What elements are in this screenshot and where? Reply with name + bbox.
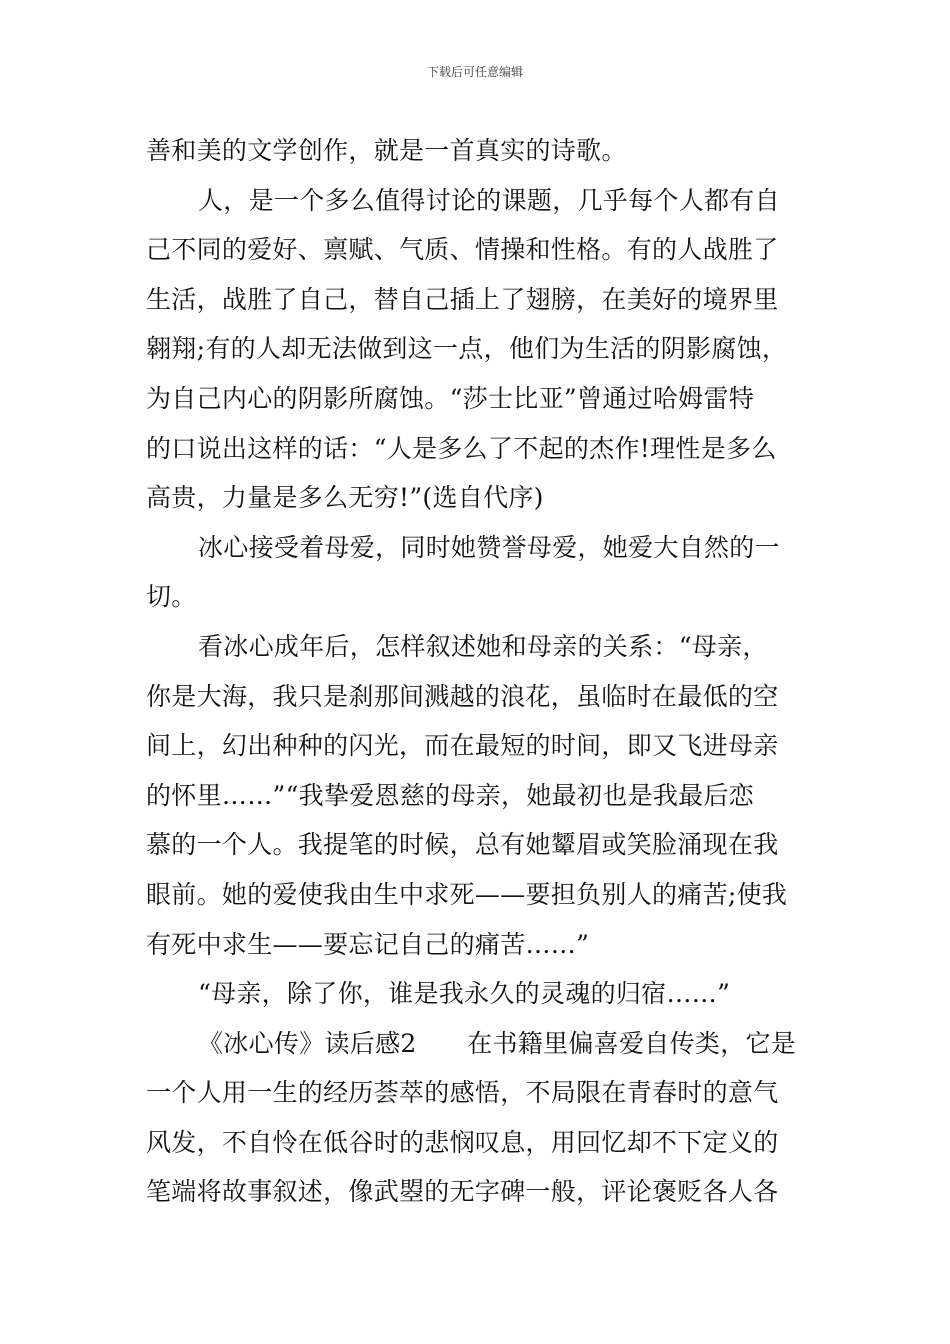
text-line: 看冰心成年后，怎样叙述她和母亲的关系：“母亲， [198,631,768,661]
text-line: 慕的一个人。我提笔的时候，总有她颦眉或笑脸涌现在我 [146,830,779,860]
text-line: 善和美的文学创作，就是一首真实的诗歌。 [146,136,627,165]
text-line: 人，是一个多么值得讨论的课题，几乎每个人都有自 [198,185,780,215]
text-line: 冰心接受着母爱，同时她赞誉母爱，她爱大自然的一 [198,532,780,562]
text-line: 翱翔;有的人却无法做到这一点，他们为生活的阴影腐蚀， [146,334,788,364]
text-line: 间上，幻出种种的闪光，而在最短的时间，即又飞进母亲 [146,731,779,761]
text-line: 你是大海，我只是刹那间溅越的浪花，虽临时在最低的空 [146,681,779,711]
text-line: 己不同的爱好、禀赋、气质、情操和性格。有的人战胜了 [146,235,779,265]
text-line: 风发，不自怜在低谷时的悲悯叹息，用回忆却不下定义的 [146,1127,779,1157]
text-line: 有死中求生——要忘记自己的痛苦……” [146,929,590,959]
text-line: 笔端将故事叙述，像武曌的无字碑一般，评论褒贬各人各 [146,1177,779,1207]
text-line: 高贵，力量是多么无穷!”(选自代序) [146,483,544,513]
text-line: 的怀里……”“我挚爱恩慈的母亲，她最初也是我最后恋 [146,780,755,810]
text-line: 一个人用一生的经历荟萃的感悟，不局限在青春时的意气 [146,1078,779,1108]
text-line: 为自己内心的阴影所腐蚀。“莎士比亚”曾通过哈姆雷特 [146,383,755,413]
text-line: 切。 [146,582,197,612]
body-text [146,126,810,1217]
text-line: 生活，战胜了自己，替自己插上了翅膀，在美好的境界里 [146,284,779,314]
text-line: 的口说出这样的话：“人是多么了不起的杰作!理性是多么 [146,433,777,463]
page-header: 下载后可任意编辑 [426,65,523,79]
text-line: 《冰心传》读后感2 在书籍里偏喜爱自传类，它是 [198,1028,797,1058]
text-line: 眼前。她的爱使我由生中求死——要担负别人的痛苦;使我 [146,879,788,909]
text-line: “母亲，除了你，谁是我永久的灵魂的归宿……” [198,979,731,1009]
